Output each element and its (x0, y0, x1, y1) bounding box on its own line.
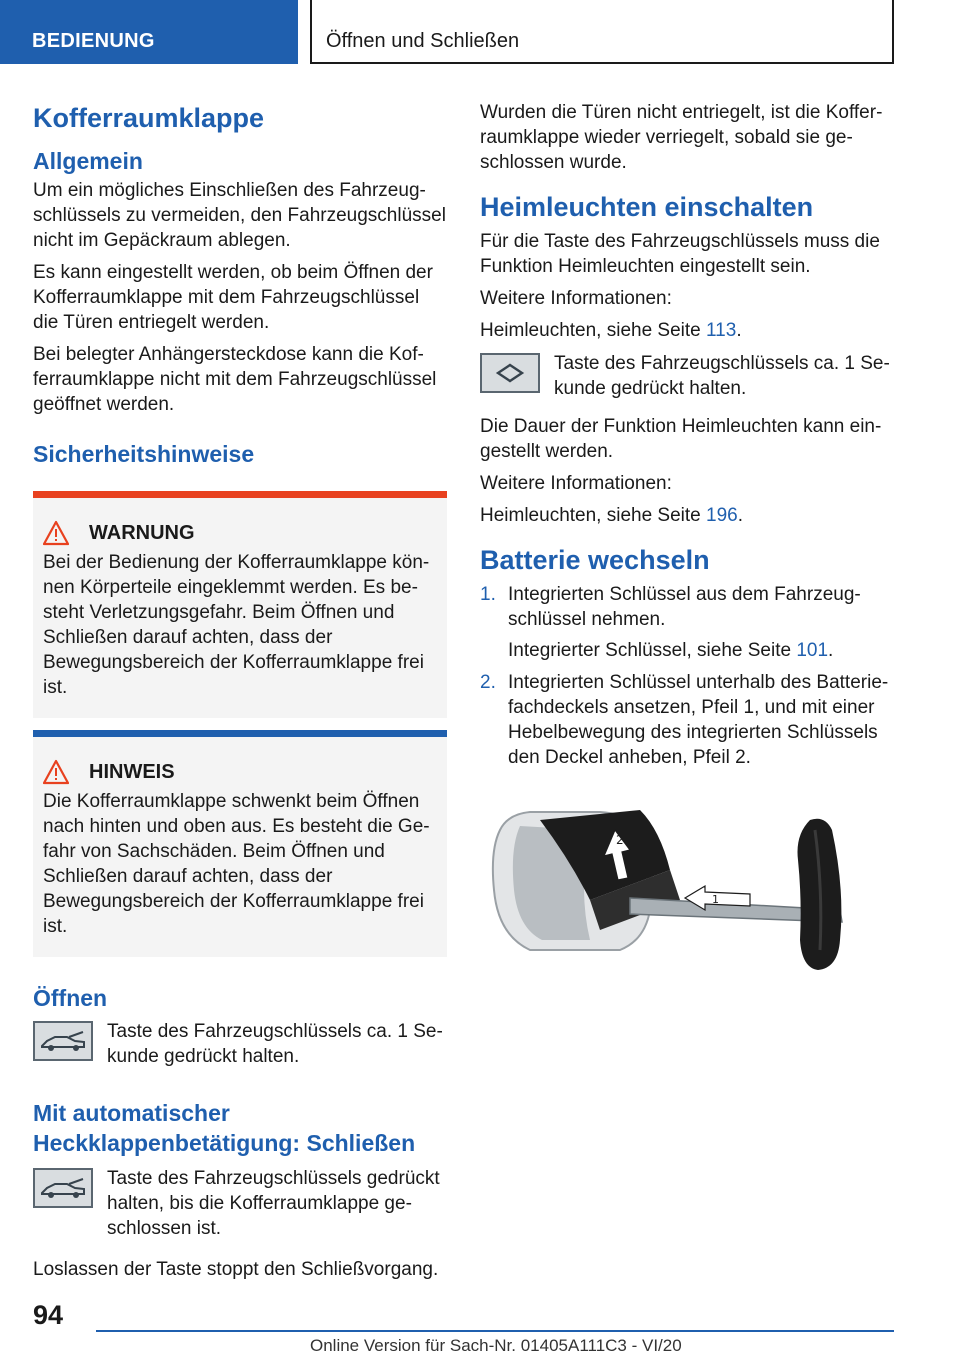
notice-box (33, 730, 447, 957)
heading-oeffnen: Öffnen (33, 985, 108, 1011)
section-label: BEDIENUNG (32, 30, 155, 52)
headlight-icon (480, 353, 540, 393)
step-number: 2. (480, 672, 496, 693)
warning-text: Bei der Bedienung der Kofferraumklappe können Körperteile eingeklemmt werden. Es besteht Verletzungsgefahr. Beim Öffnen und Schließen darauf achten, dass der Bewegungsbereich der Kofferraumklappe frei ist. (43, 552, 430, 698)
list-item (480, 582, 898, 663)
reference-1: Heimleuchten, siehe Seite 113. (480, 320, 742, 341)
right-column (480, 100, 898, 990)
reference-2-page-link[interactable]: 196 (706, 505, 738, 526)
reference-2-text: Heimleuchten, siehe Seite (480, 505, 707, 526)
general-paragraph-3: Bei belegter Anhängersteckdose kann die Kofferraumklappe nicht mit dem Fahrzeugschlüssel geöffnet werden. (33, 344, 437, 415)
notice-text: Die Kofferraumklappe schwenkt beim Öffnen nach hinten und oben aus. Es besteht die Gefahr von Sachschäden. Beim Öffnen und Schließen darauf achten, dass der Bewegungsbereich der Kofferraumklappe frei ist. (43, 791, 430, 937)
chapter-tab (310, 0, 894, 64)
heim-paragraph: Für die Taste des Fahrzeugschlüssels muss die Funktion Heimleuchten eingestellt sein. (480, 231, 880, 277)
title-kofferraumklappe: Kofferraumklappe (33, 103, 265, 133)
step-1-reference-text: Integrierter Schlüssel, siehe Seite (508, 640, 797, 661)
auto-close-text: Taste des Fahrzeugschlüssels gedrückt halten, bis die Kofferraumklappe geschlossen ist. (107, 1168, 440, 1239)
key-battery-illustration (480, 790, 898, 990)
heim-key-row (480, 351, 898, 408)
chapter-label: Öffnen und Schließen (326, 30, 520, 52)
car-trunk-close-icon (33, 1168, 93, 1208)
battery-steps-list (480, 582, 898, 770)
reference-1-text: Heimleuchten, siehe Seite (480, 320, 707, 341)
intro-paragraph: Wurden die Türen nicht entriegelt, ist die Kofferraumklappe wieder verriegelt, sobald sie geschlossen wurde. (480, 102, 883, 173)
more-info-label-1: Weitere Informationen: (480, 288, 672, 309)
heading-auto-close: Mit automatischer Heckklappenbetätigung: Schließen (33, 1100, 416, 1156)
heading-sicherheitshinweise: Sicherheitshinweise (33, 441, 255, 467)
page-number: 94 (33, 1300, 64, 1330)
arrow-2-label: 2 (616, 833, 624, 847)
open-key-text: Taste des Fahrzeugschlüssels ca. 1 Sekunde gedrückt halten. (107, 1021, 443, 1067)
heading-heimleuchten: Heimleuchten einschalten (480, 192, 814, 222)
auto-close-key-row (33, 1166, 447, 1241)
arrow-1-label: 1 (712, 893, 719, 906)
duration-paragraph: Die Dauer der Funktion Heimleuchten kann eingestellt werden. (480, 416, 882, 462)
warning-triangle-icon (43, 520, 69, 546)
step-number: 1. (480, 584, 496, 605)
heading-batterie-wechseln: Batterie wechseln (480, 545, 710, 575)
step-1-text: Integrierten Schlüssel aus dem Fahrzeugschlüssel nehmen. (508, 584, 861, 630)
step-2-text: Integrierten Schlüssel unterhalb des Batteriefachdeckels ansetzen, Pfeil 1, und mit einer Hebelbewegung des integrierten Schlüssels den Deckel anheben, Pfeil 2. (508, 672, 889, 768)
warning-box (33, 491, 447, 718)
reference-2: Heimleuchten, siehe Seite 196. (480, 505, 743, 526)
notice-title-row (33, 759, 447, 785)
step-1-reference: Integrierter Schlüssel, siehe Seite 101. (508, 640, 834, 661)
reference-1-page-link[interactable]: 113 (706, 320, 737, 341)
heim-key-text: Taste des Fahrzeugschlüssels ca. 1 Sekunde gedrückt halten. (554, 353, 890, 399)
left-column (33, 100, 447, 1289)
list-item (480, 670, 898, 770)
warning-title: WARNUNG (89, 521, 195, 544)
notice-title: HINWEIS (89, 760, 175, 783)
footer-divider (96, 1330, 894, 1332)
notice-triangle-icon (43, 759, 69, 785)
step-1-page-link[interactable]: 101 (796, 640, 829, 661)
more-info-label-2: Weitere Informationen: (480, 473, 672, 494)
general-paragraph-1: Um ein mögliches Einschließen des Fahrzeugschlüssels zu vermeiden, den Fahrzeugschlüssel nicht im Gepäckraum ablegen. (33, 180, 446, 251)
footer-version: Online Version für Sach-Nr. 01405A111C3 - VI/20 (310, 1336, 682, 1355)
section-tab (0, 0, 298, 64)
general-paragraph-2: Es kann eingestellt werden, ob beim Öffnen der Kofferraumklappe mit dem Fahrzeugschlüssel die Türen entriegelt werden. (33, 262, 433, 333)
car-trunk-icon (33, 1021, 93, 1061)
open-key-row (33, 1019, 447, 1076)
release-text: Loslassen der Taste stoppt den Schließvorgang. (33, 1259, 439, 1280)
warning-title-row (33, 520, 447, 546)
heading-allgemein: Allgemein (33, 148, 143, 174)
